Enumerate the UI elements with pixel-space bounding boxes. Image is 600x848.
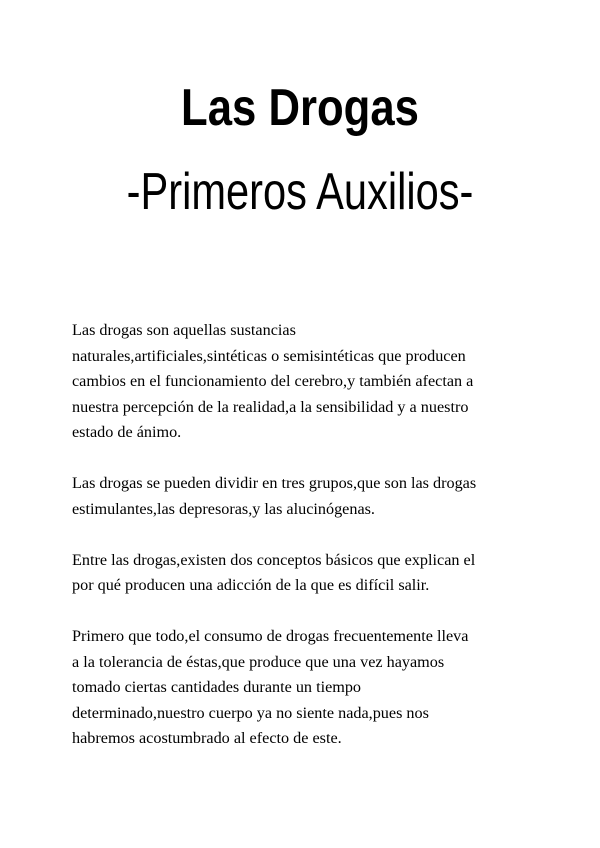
body-text (72, 318, 542, 777)
text-line: habremos acostumbrado al efecto de este. (72, 729, 342, 747)
text-line: estimulantes,las depresoras,y las alucinógenas. (72, 499, 375, 518)
paragraph-4 (72, 624, 542, 752)
page-subtitle: -Primeros Auxilios- (126, 163, 474, 221)
text-line: cambios en el funcionamiento del cerebro,y también afectan a (72, 372, 474, 390)
text-line: Primero que todo,el consumo de drogas frecuentemente lleva (72, 627, 469, 645)
text-line: estado de ánimo. (72, 423, 182, 441)
text-line: Las drogas son aquellas sustancias (72, 321, 296, 339)
text-line: por qué producen una adicción de la que es difícil salir. (72, 576, 430, 594)
text-line: naturales,artificiales,sintéticas o semisintéticas que producen (72, 346, 466, 365)
text-line: determinado,nuestro cuerpo ya no siente nada,pues nos (72, 703, 429, 722)
paragraph-2 (72, 471, 542, 522)
page-title: Las Drogas (181, 79, 419, 137)
paragraph-3 (72, 548, 542, 599)
text-line: nuestra percepción de la realidad,a la sensibilidad y a nuestro (72, 397, 469, 416)
text-line: Entre las drogas,existen dos conceptos básicos que explican el (72, 550, 476, 569)
paragraph-1 (72, 318, 542, 446)
text-line: a la tolerancia de éstas,que produce que una vez hayamos (72, 652, 445, 671)
text-line: tomado ciertas cantidades durante un tiempo (72, 678, 362, 696)
text-line: Las drogas se pueden dividir en tres grupos,que son las drogas (72, 474, 477, 492)
